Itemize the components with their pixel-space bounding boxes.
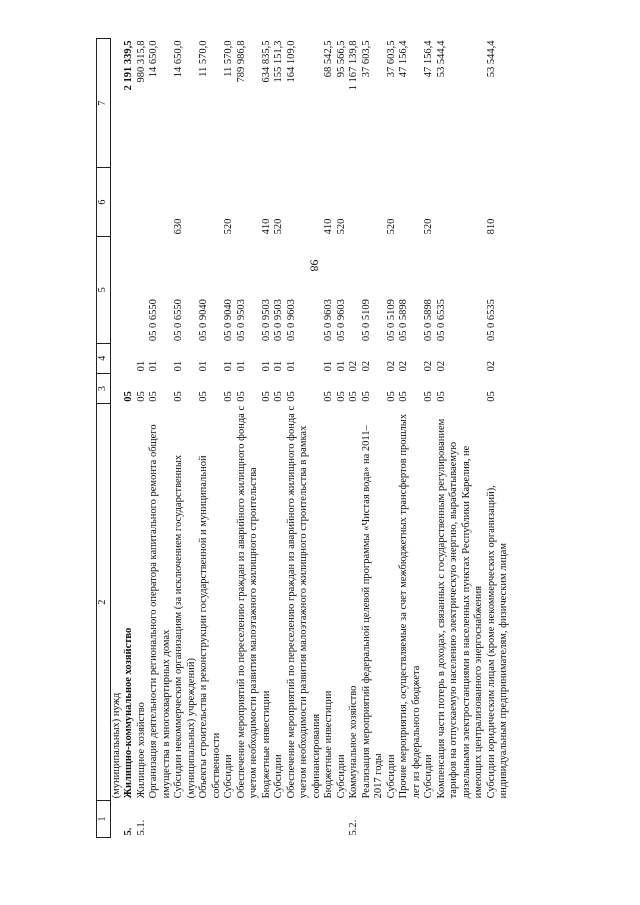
expense-type-code xyxy=(436,168,486,237)
expense-type-code: 520 xyxy=(223,218,234,235)
subsection-code: 01 xyxy=(323,360,334,372)
item-name: Субсидии юридическим лицам (кроме некоммерческих организаций), индивидуальным предпринимателям, физическим лицам xyxy=(485,485,509,799)
section-code: 05 xyxy=(135,391,147,402)
expense-type-code: 410 xyxy=(260,218,272,235)
subsection-code: 01 xyxy=(135,360,147,372)
amount: 47 156,4 xyxy=(398,40,409,78)
subsection-code: 01 xyxy=(198,360,209,372)
subsection-code: 02 xyxy=(398,360,409,372)
section-code: 05 xyxy=(348,391,359,402)
table-row xyxy=(486,39,511,838)
amount: 68 542,5 xyxy=(323,40,334,78)
item-name: Субсидии некоммерческим организациям (за исключением государственных (муниципальных) учреждений) xyxy=(173,454,197,799)
target-article-code: 05 0 9503 xyxy=(273,299,284,342)
amount: 53 544,4 xyxy=(435,40,447,78)
target-article-code: 05 0 9503 xyxy=(260,299,272,342)
section-code: 05 xyxy=(335,391,347,402)
table-row xyxy=(323,39,336,838)
table-row xyxy=(436,39,486,838)
subsection-code: 01 xyxy=(273,360,284,372)
amount: 155 151,3 xyxy=(273,40,284,83)
section-number xyxy=(273,800,286,837)
target-article-code xyxy=(110,236,123,343)
section-number xyxy=(386,800,399,837)
budget-table-sheet xyxy=(96,38,616,838)
subsection-code: 01 xyxy=(235,360,247,372)
target-article-code: 05 0 6535 xyxy=(435,299,447,342)
item-name: Жилищно-коммунальное хозяйство xyxy=(123,627,134,799)
subsection-code xyxy=(110,343,123,373)
section-code: 05 xyxy=(423,391,434,402)
table-row xyxy=(361,39,386,838)
subsection-code: 02 xyxy=(485,360,497,372)
section-code: 05 xyxy=(323,391,334,402)
table-row xyxy=(398,39,423,838)
page-number: 98 xyxy=(307,259,322,272)
section-number xyxy=(286,800,324,837)
section-code: 05 xyxy=(385,391,397,402)
item-name: Прочие мероприятия, осуществляемые за счет межбюджетных трансфертов прошлых лет из федерального бюджета xyxy=(398,413,422,799)
target-article-code: 05 0 9040 xyxy=(198,299,209,342)
table-row xyxy=(423,39,436,838)
section-code xyxy=(110,373,123,403)
subsection-code: 01 xyxy=(173,360,184,372)
amount: 53 544,4 xyxy=(485,40,497,78)
expense-type-code: 810 xyxy=(485,218,497,235)
section-number xyxy=(361,800,386,837)
subsection-code: 01 xyxy=(335,360,347,372)
budget-table xyxy=(96,38,511,838)
section-code: 05 xyxy=(235,391,247,402)
amount: 634 835,5 xyxy=(260,40,272,83)
table-row xyxy=(236,39,261,838)
section-code: 05 xyxy=(173,391,184,402)
item-name: Компенсация части потерь в доходах, связанных с государственным регулированием тарифов на отпускаемую населению электрическую энергию, вырабатываемую дизельными электростанциями в населенных пунктах Республики Карелия, не имеющих централизованного энергоснабжения xyxy=(435,418,484,799)
subsection-code: 02 xyxy=(423,360,434,372)
table-row xyxy=(336,39,349,838)
target-article-code: 05 0 5109 xyxy=(360,299,372,342)
item-name: Коммунальное хозяйство xyxy=(348,685,359,799)
section-number xyxy=(486,800,511,837)
section-code: 05 xyxy=(148,391,159,402)
item-name: Реализация мероприятий федеральной целевой программы «Чистая вода» на 2011–2017 годы xyxy=(360,425,384,799)
section-number xyxy=(261,800,274,837)
amount: 47 156,4 xyxy=(423,40,434,78)
subsection-code xyxy=(123,343,136,373)
item-name: Объекты строительства и реконструкции государственной и муниципальной собственности xyxy=(198,455,222,799)
section-code: 05 xyxy=(260,391,272,402)
item-name: Субсидии xyxy=(223,754,234,799)
subsection-code: 02 xyxy=(435,360,447,372)
subsection-code: 01 xyxy=(285,360,297,372)
section-number xyxy=(148,800,173,837)
section-number xyxy=(173,800,198,837)
amount: 11 570,0 xyxy=(223,40,234,77)
item-name: Субсидии xyxy=(273,754,284,799)
expense-type-code xyxy=(110,168,123,237)
target-article-code: 05 0 9603 xyxy=(335,299,347,342)
item-name: Жилищное хозяйство xyxy=(135,702,147,799)
target-article-code: 05 0 6535 xyxy=(485,299,497,342)
header-col-4: 4 xyxy=(97,343,111,373)
target-article-code: 05 0 5898 xyxy=(398,299,409,342)
section-number xyxy=(323,800,336,837)
section-number: 5.2. xyxy=(348,819,359,836)
item-name: Субсидии xyxy=(423,754,434,799)
table-row xyxy=(173,39,198,838)
expense-type-code xyxy=(198,168,223,237)
target-article-code: 05 0 9503 xyxy=(235,299,247,342)
header-col-5: 5 xyxy=(97,236,111,343)
item-name: (муниципальных) нужд xyxy=(110,692,122,799)
table-row xyxy=(348,39,361,838)
section-number xyxy=(423,800,436,837)
header-row xyxy=(97,39,111,838)
table-row xyxy=(198,39,223,838)
subsection-code: 01 xyxy=(223,360,234,372)
table-row xyxy=(261,39,274,838)
subsection-code: 01 xyxy=(148,360,159,372)
amount: 37 603,5 xyxy=(385,40,397,78)
target-article-code: 05 0 6550 xyxy=(173,299,184,342)
expense-type-code xyxy=(348,168,361,237)
section-code: 05 xyxy=(398,391,409,402)
section-code: 05 xyxy=(360,391,372,402)
header-col-2: 2 xyxy=(97,404,111,801)
amount xyxy=(110,39,123,168)
section-number xyxy=(398,800,423,837)
expense-type-code: 520 xyxy=(423,218,434,235)
table-row xyxy=(273,39,286,838)
item-name: Обеспечение мероприятий по переселению граждан из аварийного жилищного фонда с учетом необходимости развития малоэтажного жилищного строительства в рамках софинансирования xyxy=(285,405,322,799)
section-code: 05 xyxy=(273,391,284,402)
expense-type-code xyxy=(236,168,261,237)
item-name: Субсидии xyxy=(335,754,347,799)
header-col-1: 1 xyxy=(97,800,111,837)
table-body xyxy=(110,39,511,838)
item-name: Бюджетные инвестиции xyxy=(260,690,272,799)
section-code: 05 xyxy=(123,391,134,402)
amount: 789 986,8 xyxy=(235,40,247,83)
section-number xyxy=(236,800,261,837)
table-row xyxy=(223,39,236,838)
expense-type-code xyxy=(286,168,324,237)
section-code: 05 xyxy=(285,391,297,402)
section-number xyxy=(223,800,236,837)
amount: 14 650,0 xyxy=(148,40,159,78)
target-article-code xyxy=(123,236,136,343)
expense-type-code xyxy=(398,168,423,237)
section-number: 5. xyxy=(123,827,134,836)
header-col-7: 7 xyxy=(97,39,111,168)
amount: 980 315,8 xyxy=(135,40,147,83)
target-article-code xyxy=(136,236,149,343)
target-article-code: 05 0 9603 xyxy=(285,299,297,342)
target-article-code: 05 0 5898 xyxy=(423,299,434,342)
table-row xyxy=(123,39,136,838)
amount: 11 570,0 xyxy=(198,40,209,77)
target-article-code: 05 0 9040 xyxy=(223,299,234,342)
expense-type-code xyxy=(136,168,149,237)
table-row xyxy=(286,39,324,838)
section-number xyxy=(436,800,486,837)
expense-type-code: 520 xyxy=(273,218,284,235)
expense-type-code: 630 xyxy=(173,218,184,235)
expense-type-code xyxy=(123,168,136,237)
target-article-code xyxy=(348,236,361,343)
subsection-code: 01 xyxy=(260,360,272,372)
amount: 95 566,5 xyxy=(335,40,347,78)
section-code: 05 xyxy=(198,391,209,402)
section-number xyxy=(110,800,123,837)
amount: 37 603,5 xyxy=(360,40,372,78)
expense-type-code: 410 xyxy=(323,218,334,235)
item-name: Субсидии xyxy=(385,754,397,799)
section-number: 5.1. xyxy=(135,819,147,836)
subsection-code: 02 xyxy=(360,360,372,372)
table-row xyxy=(110,39,123,838)
item-name: Обеспечение мероприятий по переселению граждан из аварийного жилищного фонда с учетом необходимости развития малоэтажного жилищного строительства xyxy=(235,405,259,799)
subsection-code: 02 xyxy=(385,360,397,372)
target-article-code: 05 0 5109 xyxy=(385,299,397,342)
header-col-6: 6 xyxy=(97,168,111,237)
amount: 2 191 339,5 xyxy=(123,40,134,91)
item-name: Организация деятельности регионального оператора капитального ремонта общего имущества в многоквартирных домах xyxy=(148,424,172,799)
expense-type-code xyxy=(361,168,386,237)
expense-type-code: 520 xyxy=(385,218,397,235)
target-article-code: 05 0 9603 xyxy=(323,299,334,342)
table-row xyxy=(148,39,173,838)
header-col-3: 3 xyxy=(97,373,111,403)
table-row xyxy=(136,39,149,838)
subsection-code: 02 xyxy=(348,360,359,372)
section-number xyxy=(336,800,349,837)
amount: 164 109,0 xyxy=(285,40,297,83)
amount: 1 167 139,8 xyxy=(348,40,359,91)
item-name: Бюджетные инвестиции xyxy=(323,690,334,799)
section-code: 05 xyxy=(485,391,497,402)
expense-type-code: 520 xyxy=(335,218,347,235)
target-article-code: 05 0 6550 xyxy=(148,299,159,342)
section-code: 05 xyxy=(223,391,234,402)
table-row xyxy=(386,39,399,838)
section-number xyxy=(198,800,223,837)
section-code: 05 xyxy=(435,391,447,402)
amount: 14 650,0 xyxy=(173,40,184,78)
expense-type-code xyxy=(148,168,173,237)
